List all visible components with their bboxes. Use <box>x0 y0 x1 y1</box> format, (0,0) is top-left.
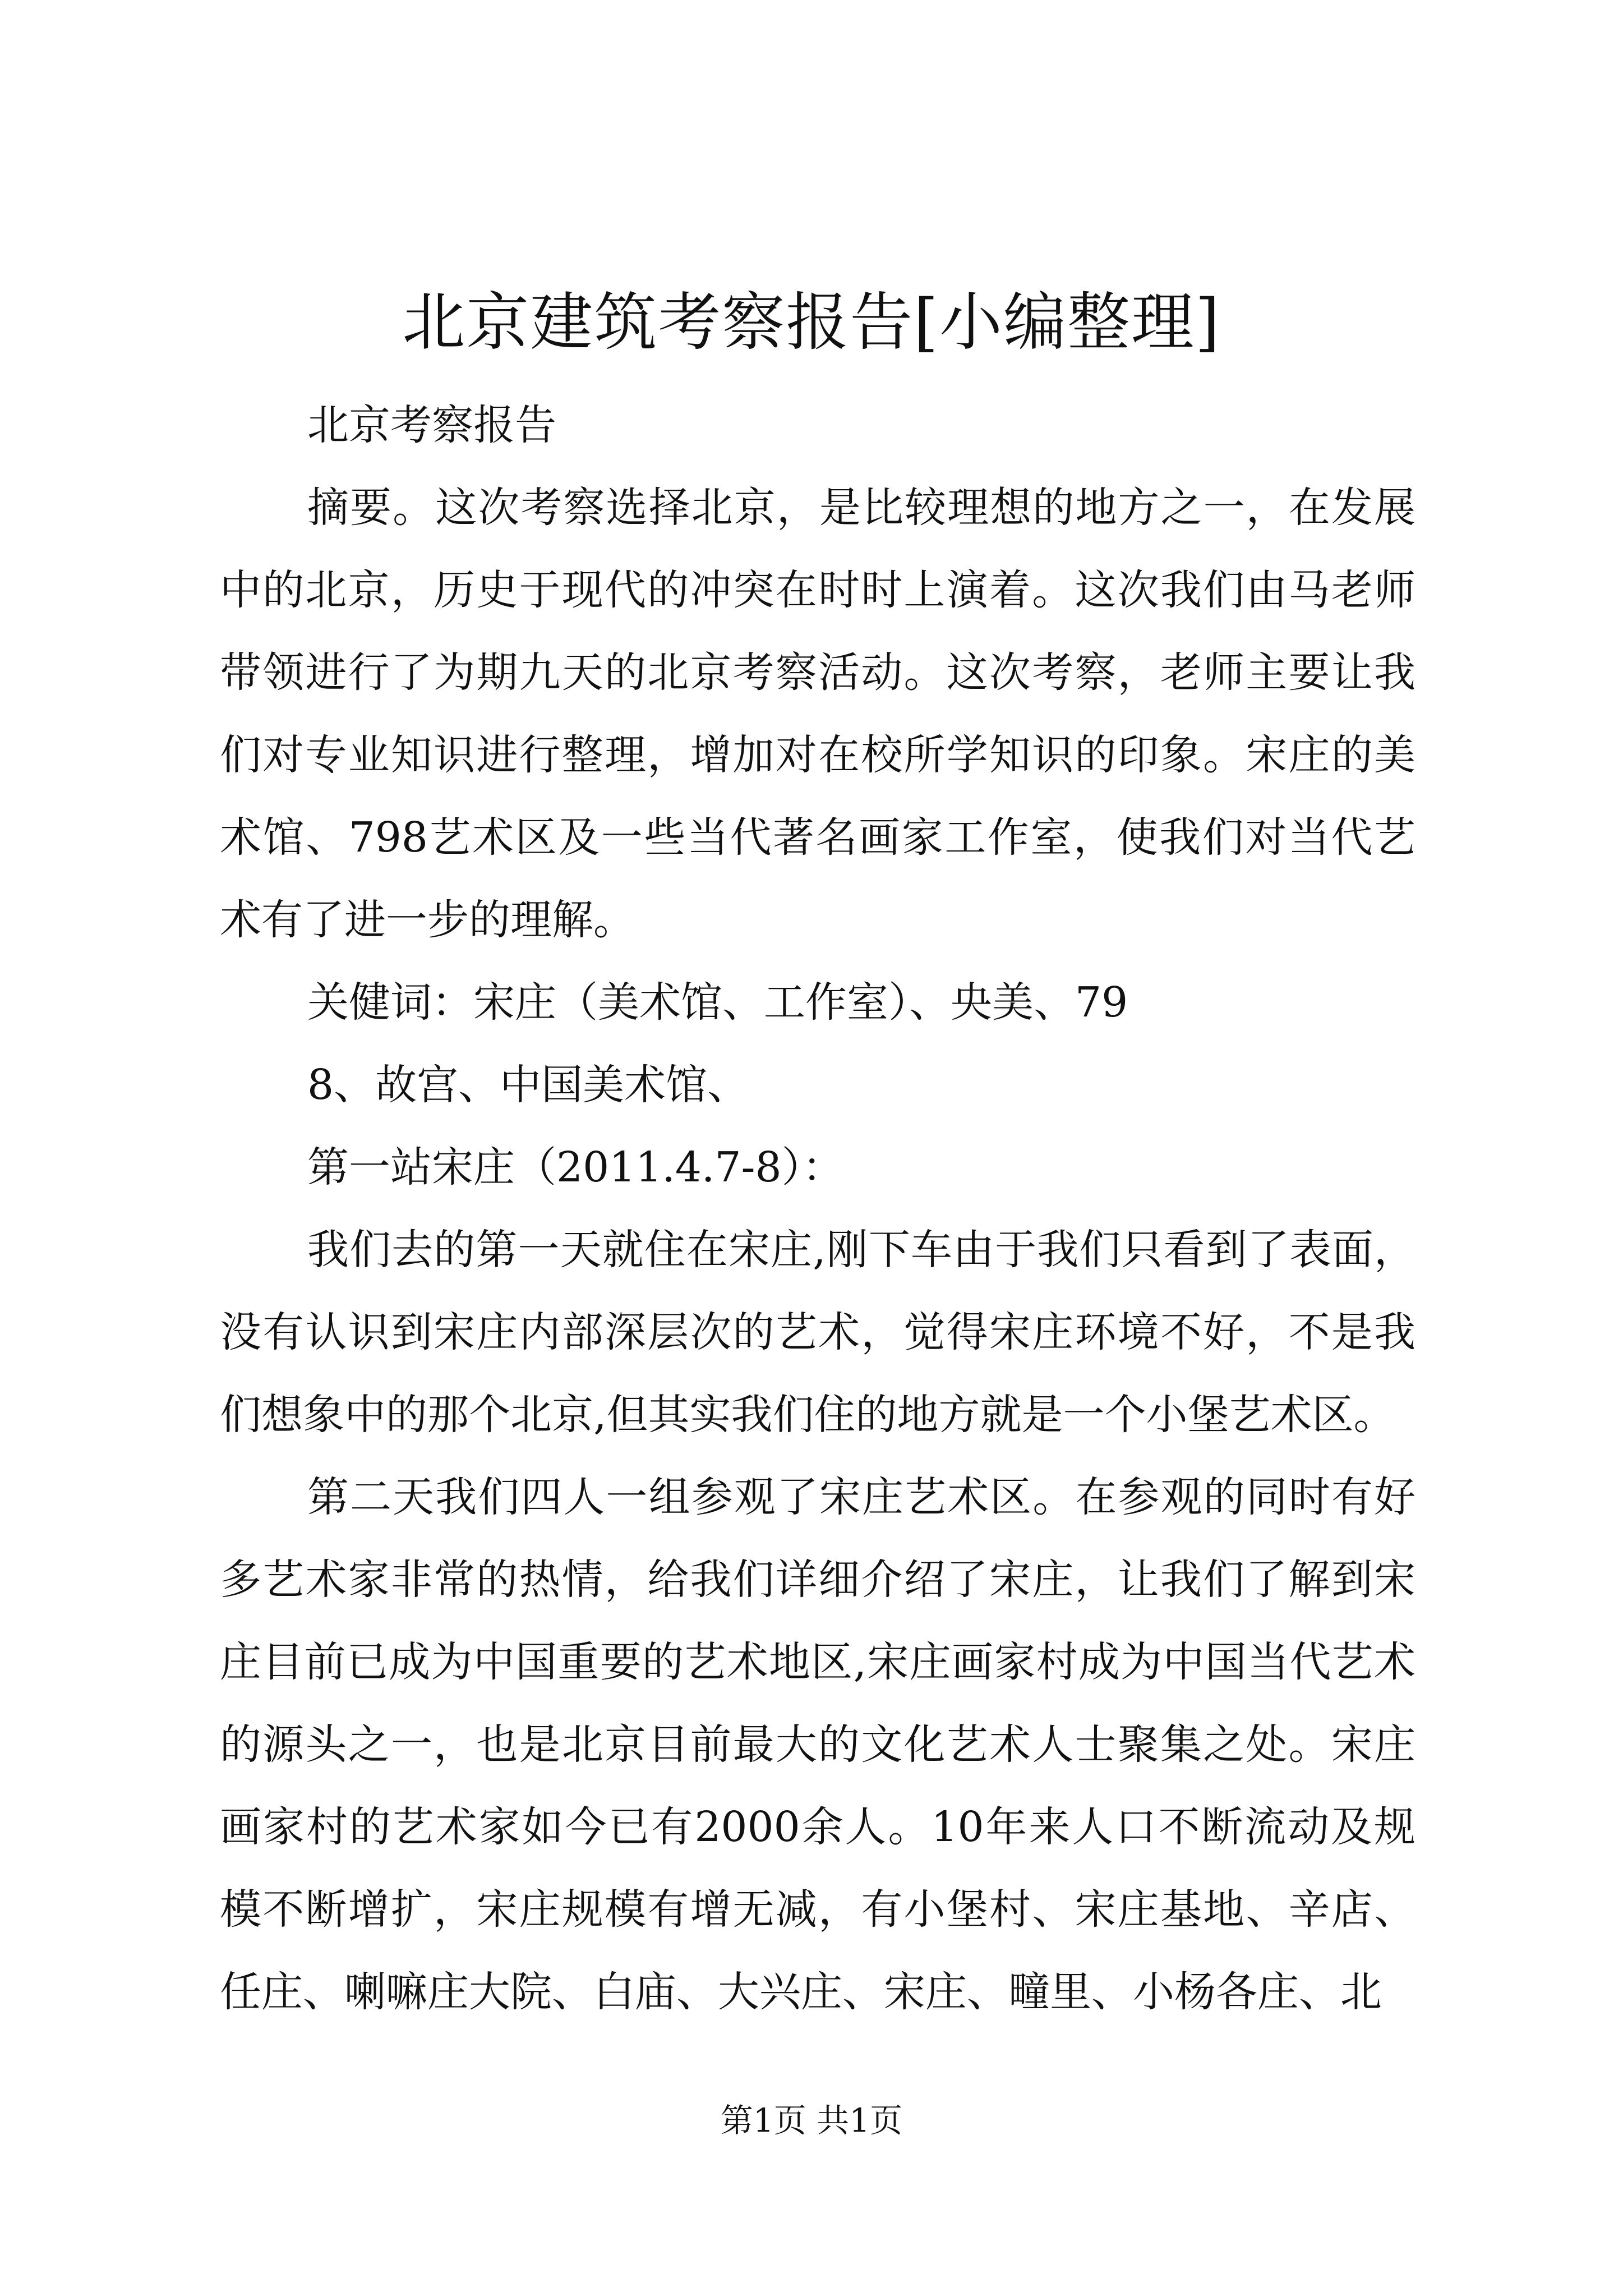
paragraph-body: 第二天我们四人一组参观了宋庄艺术区。在参观的同时有好多艺术家非常的热情，给我们详细介绍了宋庄，让我们了解到宋庄目前已成为中国重要的艺术地区,宋庄画家村成为中国当代艺术的源头之一，也是北京目前最大的文化艺术人士聚集之处。宋庄画家村的艺术家如今已有2000余人。10年来人口不断流动及规模不断增扩，宋庄规模有增无减，有小堡村、宋庄基地、辛店、任庄、喇嘛庄大院、白庙、大兴庄、宋庄、疃里、小杨各庄、北 <box>220 1473 1415 2016</box>
document-title: 北京建筑考察报告[小编整理] <box>402 286 1221 359</box>
document-body <box>220 384 1415 2033</box>
paragraph-subtitle: 北京考察报告 <box>307 401 556 449</box>
paragraph-section-heading: 第一站宋庄（2011.4.7-8）： <box>307 1143 844 1191</box>
paragraph-abstract: 摘要。这次考察选择北京，是比较理想的地方之一，在发展中的北京，历史于现代的冲突在时时上演着。这次我们由马老师带领进行了为期九天的北京考察活动。这次考察，老师主要让我们对专业知识进行整理，增加对在校所学知识的印象。宋庄的美术馆、798艺术区及一些当代著名画家工作室，使我们对当代艺术有了进一步的理解。 <box>220 484 1415 944</box>
paragraph-keywords-continued: 8、故宫、中国美术馆、 <box>307 1061 749 1109</box>
paragraph-keywords: 关健词：宋庄（美术馆、工作室）、央美、79 <box>307 978 1128 1027</box>
paragraph-body: 我们去的第一天就住在宋庄,刚下车由于我们只看到了表面，没有认识到宋庄内部深层次的艺术，觉得宋庄环境不好，不是我们想象中的那个北京,但其实我们住的地方就是一个小堡艺术区。 <box>220 1226 1415 1439</box>
page-footer: 第1页 共1页 <box>720 2101 903 2139</box>
